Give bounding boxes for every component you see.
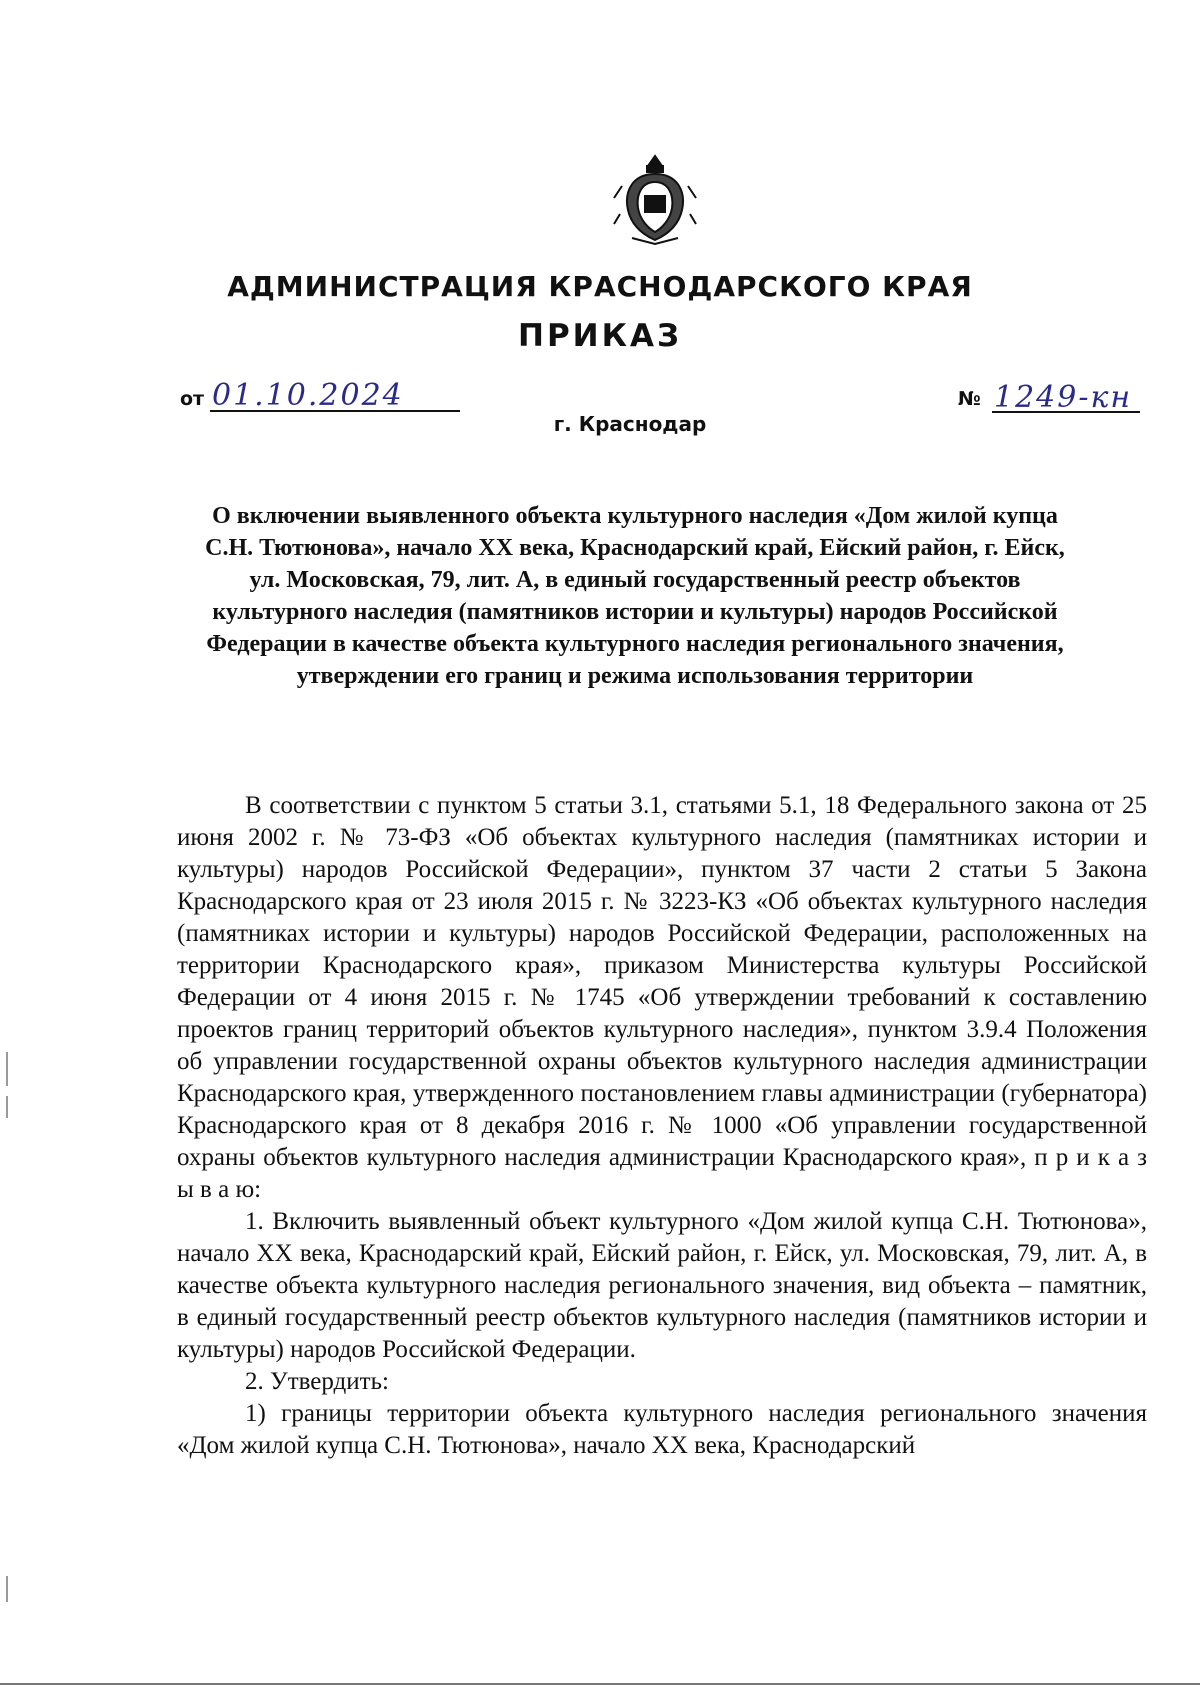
- date-label: от: [180, 388, 205, 410]
- city: г. Краснодар: [553, 412, 707, 436]
- document-body: [177, 790, 1147, 1462]
- document-title: О включении выявленного объекта культурного наследия «Дом жилой купца С.Н. Тютюнова», начало XX века, Краснодарский край, Ейский район, г. Ейск, ул. Московская, 79, лит. А, в единый государственный реестр объектов культурного наследия (памятников истории и культуры) народов Российской Федерации в качестве объекта культурного наследия регионального значения, утверждении его границ и режима использования территории: [205, 503, 1065, 689]
- coat-of-arms-icon: [612, 152, 698, 246]
- scan-margin-mark: [6, 1096, 8, 1118]
- scan-margin-mark: [6, 1576, 8, 1602]
- scan-bottom-edge: [0, 1683, 1200, 1685]
- body-paragraph: 2. Утвердить:: [245, 1368, 389, 1395]
- number-label: №: [958, 388, 981, 410]
- document-type: ПРИКАЗ: [518, 318, 682, 354]
- organization-name: АДМИНИСТРАЦИЯ КРАСНОДАРСКОГО КРАЯ: [227, 270, 973, 303]
- body-paragraph: 1) границы территории объекта культурного наследия регионального значения «Дом жилой купца С.Н. Тютюнова», начало XX века, Краснодарский: [177, 1400, 1147, 1459]
- date-handwritten: 01.10.2024: [212, 378, 404, 413]
- number-handwritten: 1249-кн: [994, 380, 1133, 415]
- body-paragraph: В соответствии с пунктом 5 статьи 3.1, статьями 5.1, 18 Федерального закона от 25 июня 2002 г. № 73-ФЗ «Об объектах культурного наследия (памятниках истории и культуры) народов Российской Федерации», пунктом 37 части 2 статьи 5 Закона Краснодарского края от 23 июля 2015 г. № 3223-КЗ «Об объектах культурного наследия (памятниках истории и культуры) народов Российской Федерации, расположенных на территории Краснодарского края», приказом Министерства культуры Российской Федерации от 4 июня 2015 г. № 1745 «Об утверждении требований к составлению проектов границ территорий объектов культурного наследия», пунктом 3.9.4 Положения об управлении государственной охраны объектов культурного наследия администрации Краснодарского края, утвержденного постановлением главы администрации (губернатора) Краснодарского края от 8 декабря 2016 г. № 1000 «Об управлении государственной охраны объектов культурного наследия администрации Краснодарского края», п р и к а з ы в а ю:: [177, 792, 1147, 1203]
- scan-margin-mark: [6, 1052, 8, 1086]
- body-paragraph: 1. Включить выявленный объект культурного «Дом жилой купца С.Н. Тютюнова», начало XX века, Краснодарский край, Ейский район, г. Ейск, ул. Московская, 79, лит. А, в качестве объекта культурного наследия регионального значения, вид объекта – памятник, в единый государственный реестр объектов культурного наследия (памятников истории и культуры) народов Российской Федерации.: [177, 1208, 1147, 1363]
